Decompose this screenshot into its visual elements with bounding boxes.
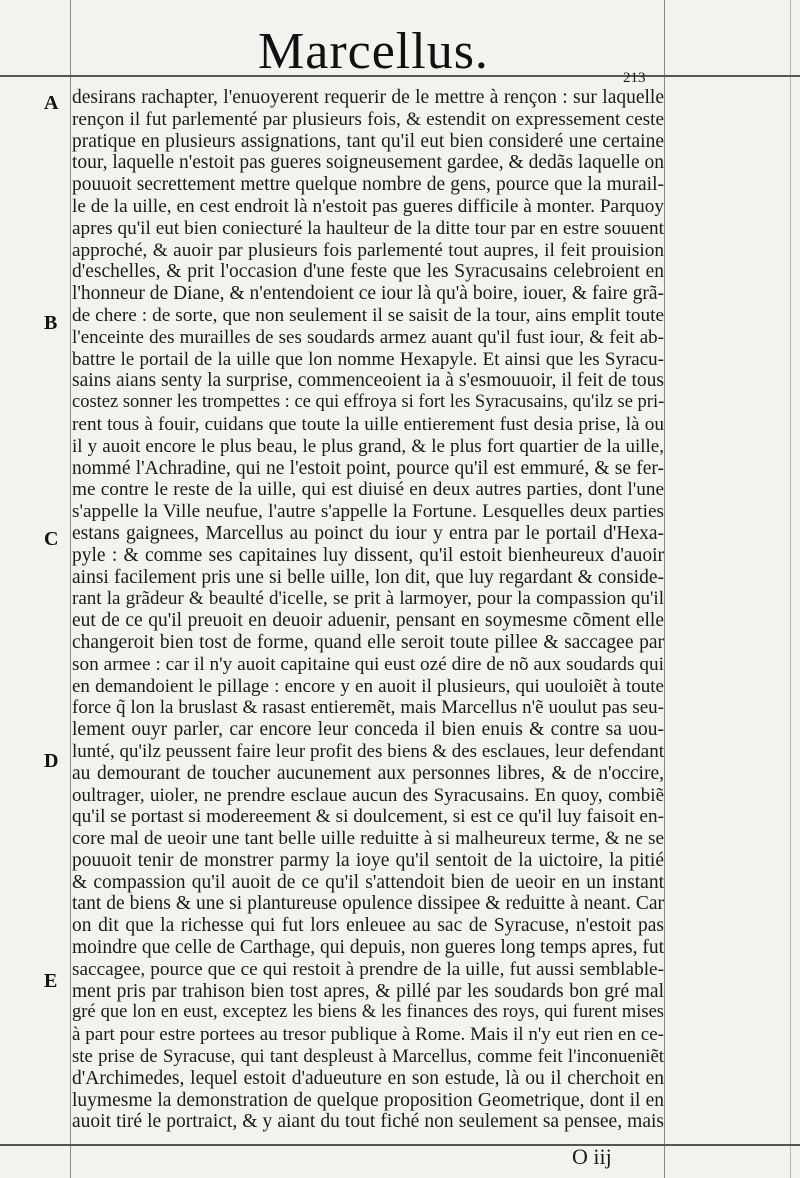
text-line: estans gaignees, Marcellus au poinct du iour y entra par le portail d'Hexa- — [72, 522, 664, 544]
text-line: s'appelle la Ville neufue, l'autre s'appelle la Fortune. Lesquelles deux parties — [72, 501, 664, 523]
text-line: sains aians senty la surprise, commenceoient ia à s'esmouuoir, il feit de tous — [72, 370, 664, 392]
text-line: ment pris par trahison bien tost apres, & pillé par les soudards bon gré mal — [72, 980, 664, 1002]
text-line: ste prise de Syracuse, qui tant despleust à Marcellus, comme feit l'inconueniẽt — [72, 1046, 664, 1068]
text-line: nommé l'Achradine, qui ne l'estoit point, pource qu'il est emmuré, & se fer- — [72, 457, 664, 479]
footer-rule — [0, 1144, 800, 1146]
text-line: l'honneur de Diane, & n'entendoient ce iour là qu'à boire, iouer, & faire grã- — [72, 283, 664, 305]
text-line: lement ouyr parler, car encore leur conceda il bien enuis & contre sa uou- — [72, 719, 664, 741]
text-line: il y auoit encore le plus beau, le plus grand, & le plus fort quartier de la uille, — [72, 435, 664, 457]
margin-marker-e: E — [44, 970, 58, 992]
text-line: on dit que la richesse qui fut lors enleuee au sac de Syracuse, n'estoit pas — [72, 915, 664, 937]
margin-marker-d: D — [44, 750, 59, 772]
text-line: rent tous à fouir, cuidans que toute la uille entierement fust desia prise, là ou — [72, 413, 664, 435]
text-line: l'enceinte des murailles de ses soudards armez auant qu'il fust iour, & feit ab- — [72, 326, 664, 348]
text-line: rant la grãdeur & beaulté d'icelle, se prit à larmoyer, pour la compassion qu'il — [72, 588, 664, 610]
text-line: à part pour estre portees au tresor publique à Rome. Mais il n'y eut rien en ce- — [72, 1024, 664, 1046]
text-line: ainsi facilement pris une si belle uille, lon dit, que luy regardant & conside- — [72, 566, 664, 588]
text-line: oultrager, uioler, ne prendre esclaue aucun des Syracusains. En quoy, combiẽ — [72, 784, 664, 806]
right-rule — [664, 0, 665, 1178]
text-line: gré que lon en eust, exceptez les biens & les finances des roys, qui furent mises — [72, 1002, 664, 1023]
text-line: luymesme la demonstration de quelque proposition Geometrique, dont il en — [72, 1089, 664, 1111]
text-line: me contre le reste de la uille, qui est diuisé en deux autres parties, dont l'une — [72, 479, 664, 501]
text-line: qu'il se portast si modereement & si doulcement, si est ce qu'il luy faisoit en- — [72, 806, 664, 828]
text-line: en demandoient le pillage : encore y en auoit il plusieurs, qui uouloiẽt à toute — [72, 675, 664, 697]
page-edge — [790, 0, 791, 1178]
body-text — [72, 87, 664, 1133]
page-number: 213 — [623, 70, 646, 86]
text-line: lunté, qu'ilz peussent faire leur profit des biens & des esclaues, leur defendant — [72, 740, 664, 762]
text-line: force q̃ lon la bruslast & rasast entieremẽt, mais Marcellus n'ẽ uoulut pas seu- — [72, 697, 664, 719]
text-line: core mal de ueoir une tant belle uille reduitte à si malheureux terme, & ne se — [72, 828, 664, 850]
text-line: tant de biens & une si plantureuse opulence dissipee & reduitte à neant. Car — [72, 893, 664, 915]
left-rule — [70, 0, 71, 1178]
text-line: pratique en plusieurs assignations, tant qu'il eut bien consideré une certaine — [72, 130, 664, 152]
margin-marker-b: B — [44, 312, 58, 334]
text-line: apres qu'il eut bien coniecturé la haulteur de la ditte tour par en estre souuent — [72, 217, 664, 239]
running-head: Marcellus. — [258, 23, 489, 80]
text-line: moindre que celle de Carthage, qui depuis, non gueres long temps apres, fut — [72, 937, 664, 959]
text-line: desirans rachapter, l'enuoyerent requerir de le mettre à rençon : sur laquelle — [72, 87, 664, 108]
text-line: costez sonner les trompettes : ce qui effroya si fort les Syracusains, qu'ilz se pri- — [72, 392, 664, 413]
text-line: le de la uille, en cest endroit là n'estoit pas gueres difficile à monter. Parquoy — [72, 195, 664, 217]
text-line: pouuoit tenir de monstrer parmy la ioye qu'il sentoit de la uictoire, la pitié — [72, 849, 664, 871]
text-line: rençon il fut parlementé par plusieurs fois, & estendit on expressement ceste — [72, 108, 664, 130]
text-line: saccagee, pource que ce qui restoit à prendre de la uille, fut aussi semblable- — [72, 958, 664, 980]
text-line: tour, laquelle n'estoit pas gueres soigneusement gardee, & dedãs laquelle on — [72, 152, 664, 174]
text-line: battre le portail de la uille que lon nomme Hexapyle. Et ainsi que les Syracu- — [72, 348, 664, 370]
text-line: de chere : de sorte, que non seulement il se saisit de la tour, ains emplit toute — [72, 304, 664, 326]
text-line: eut de ce qu'il preuoit en deuoir aduenir, pensant en soymesme cõment elle — [72, 610, 664, 632]
margin-marker-c: C — [44, 528, 59, 550]
text-line: d'Archimedes, lequel estoit d'adueuture en son estude, là ou il cherchoit en — [72, 1067, 664, 1089]
text-line: pouuoit secrettement mettre quelque nombre de gens, pource que la murail- — [72, 174, 664, 196]
text-line: son armee : car il n'y auoit capitaine qui eust ozé dire de nõ aux soudards qui — [72, 653, 664, 675]
signature-mark: O iij — [572, 1144, 612, 1169]
text-line: auoit tiré le portraict, & y aiant du tout fiché non seulement sa pensee, mais — [72, 1111, 664, 1133]
text-line: approché, & auoir par plusieurs fois parlementé tout aupres, il feit prouision — [72, 239, 664, 261]
margin-marker-a: A — [44, 92, 59, 114]
text-line: d'eschelles, & prit l'occasion d'une feste que les Syracusains celebroient en — [72, 261, 664, 283]
text-line: pyle : & comme ses capitaines luy dissent, qu'il estoit bienheureux d'auoir — [72, 544, 664, 566]
text-line: au demourant de toucher aucunement aux personnes libres, & de n'occire, — [72, 762, 664, 784]
text-line: & compassion qu'il auoit de ce qu'il s'attendoit bien de ueoir en un instant — [72, 871, 664, 893]
text-line: changeroit bien tost de forme, quand elle seroit toute pillee & saccagee par — [72, 631, 664, 653]
